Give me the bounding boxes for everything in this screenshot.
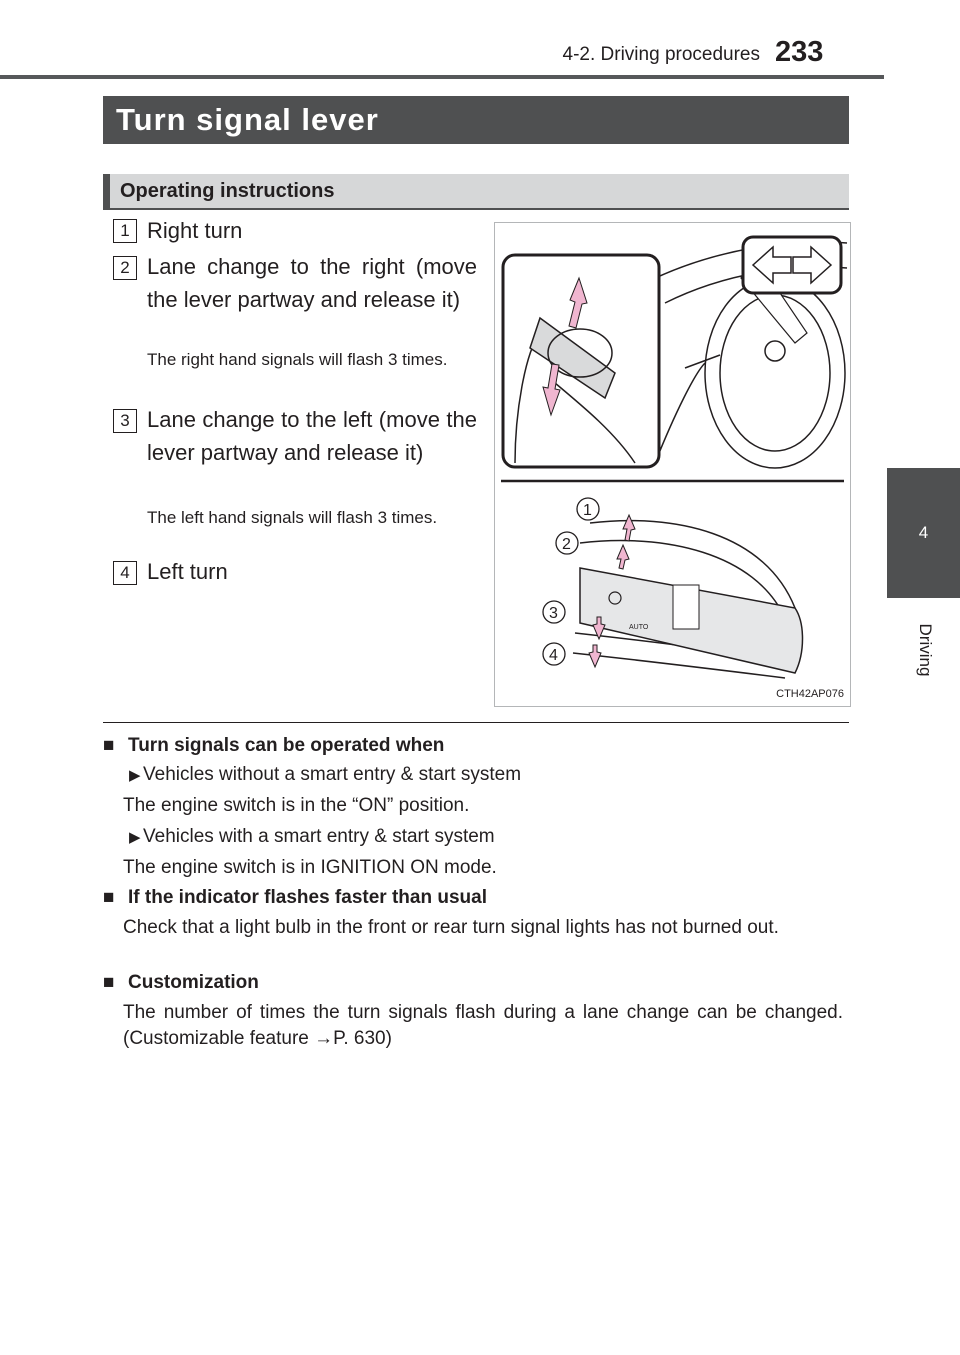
turn-signal-illustration: [494, 222, 851, 707]
square-bullet-icon: ■: [103, 735, 115, 756]
chapter-tab[interactable]: 4: [887, 468, 960, 598]
step-note: The right hand signals will flash 3 times.: [147, 350, 448, 369]
note-paragraph: Check that a light bulb in the front or rear turn signal lights has not burned out.: [123, 917, 779, 938]
lever-arrow-4-icon: [589, 645, 601, 667]
subsection-marker: [103, 174, 110, 208]
square-bullet-icon: ■: [103, 972, 115, 993]
chapter-name: Driving: [916, 623, 935, 677]
step-label: Left turn: [147, 559, 228, 584]
square-bullet-icon: ■: [103, 887, 115, 908]
figure-code: CTH42AP076: [776, 688, 844, 700]
note-paragraph: The number of times the turn signals flash during a lane change can be changed. (Customizable feature →P. 630): [123, 1002, 843, 1049]
step-number: 2: [113, 256, 137, 280]
section-title-bar: [103, 96, 849, 144]
callout-label: 3: [549, 605, 558, 622]
callout-label: 4: [549, 647, 558, 664]
note-bullet: Vehicles without a smart entry & start system: [143, 764, 522, 785]
note-heading: If the indicator flashes faster than usual: [128, 887, 487, 908]
lever-diagram: [495, 223, 850, 706]
step-label: Right turn: [147, 218, 243, 243]
lever-arrow-1-icon: [623, 515, 635, 541]
lever-arrow-2-icon: [617, 545, 629, 569]
step-number: 3: [113, 409, 137, 433]
subsection-title: Operating instructions: [120, 180, 335, 202]
auto-label: AUTO: [629, 624, 649, 631]
page-title: Turn signal lever: [116, 102, 379, 137]
triangle-bullet-icon: ▶: [129, 767, 141, 784]
note-text: The engine switch is in IGNITION ON mode.: [123, 857, 497, 878]
triangle-bullet-icon: ▶: [129, 829, 141, 846]
header-section-title: 4-2. Driving procedures: [562, 44, 760, 65]
subsection-bar: [103, 174, 849, 210]
callout-label: 1: [583, 502, 592, 519]
step-label: Lane change to the right (move the lever partway and release it): [147, 254, 477, 312]
header-rule: [0, 75, 884, 79]
callout-label: 2: [562, 536, 571, 553]
step-label: Lane change to the left (move the lever partway and release it): [147, 407, 477, 465]
note-text: The engine switch is in the “ON” position.: [123, 795, 470, 816]
note-bullet: Vehicles with a smart entry & start system: [143, 826, 495, 847]
note-heading: Turn signals can be operated when: [128, 735, 445, 756]
note-heading: Customization: [128, 972, 259, 993]
notes-separator: [103, 722, 849, 723]
step-number: 1: [113, 219, 137, 243]
page-number: 233: [775, 36, 824, 68]
step-note: The left hand signals will flash 3 times.: [147, 508, 438, 527]
step-number: 4: [113, 561, 137, 585]
